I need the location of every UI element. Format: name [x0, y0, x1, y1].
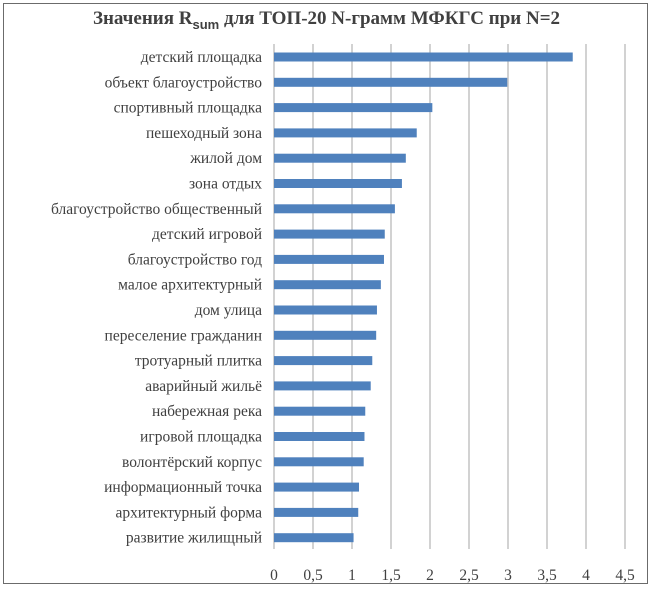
bar	[274, 533, 354, 542]
chart-title-subscript: sum	[192, 16, 220, 32]
bar	[274, 255, 384, 264]
bar	[274, 381, 371, 390]
bar	[274, 432, 364, 441]
bar	[274, 280, 381, 289]
chart-title-suffix: для ТОП-20 N-грамм МФКГС при N=2	[219, 8, 561, 29]
bar	[274, 230, 385, 239]
bar	[274, 331, 376, 340]
x-tick-label: 2,5	[459, 567, 479, 584]
category-label: спортивный площадка	[113, 99, 262, 117]
category-label: малое архитектурный	[118, 276, 262, 294]
bar	[274, 457, 364, 466]
bar	[274, 407, 365, 416]
category-label: благоустройство год	[127, 251, 262, 269]
x-tick-label: 4,5	[615, 567, 635, 584]
bar	[274, 53, 573, 62]
category-label: волонтёрский корпус	[122, 453, 262, 471]
category-label: зона отдых	[189, 175, 262, 193]
bar	[274, 154, 406, 163]
category-label: аварийный жильё	[145, 377, 262, 395]
bars	[274, 53, 573, 543]
category-label: переселение гражданин	[104, 327, 262, 345]
category-label: архитектурный форма	[115, 504, 262, 522]
category-label: объект благоустройство	[104, 74, 262, 92]
category-label: информационный точка	[104, 479, 262, 497]
bar	[274, 483, 359, 492]
category-label: развитие жилищный	[125, 529, 262, 547]
category-label: детский игровой	[151, 226, 262, 244]
x-tick-label: 4	[582, 567, 590, 584]
bar	[274, 306, 377, 315]
category-label: набережная река	[151, 403, 262, 421]
category-label: дом улица	[194, 302, 262, 319]
category-label: тротуарный плитка	[134, 352, 262, 370]
category-label: игровой площадка	[140, 428, 262, 446]
x-tick-label: 2	[426, 567, 434, 584]
x-tick-label: 3	[504, 567, 512, 584]
bar	[274, 508, 358, 517]
category-labels	[51, 49, 262, 547]
bar	[274, 356, 372, 365]
category-label: пешеходный зона	[146, 124, 262, 142]
x-tick-label: 0	[270, 567, 278, 584]
x-tick-label: 0,5	[303, 567, 323, 584]
gridlines	[274, 44, 625, 549]
x-tick-label: 1,5	[381, 567, 401, 584]
bar	[274, 103, 432, 112]
x-tick-label: 1	[348, 567, 356, 584]
category-label: жилой дом	[190, 150, 262, 168]
bar	[274, 179, 402, 188]
chart-title-prefix: Значения R	[92, 8, 193, 29]
bar	[274, 204, 395, 213]
x-tick-labels	[270, 567, 635, 584]
x-tick-label: 3,5	[537, 567, 557, 584]
category-label: благоустройство общественный	[50, 200, 262, 218]
category-label: детский площадка	[140, 49, 262, 66]
bar	[274, 78, 507, 87]
bar	[274, 128, 417, 137]
